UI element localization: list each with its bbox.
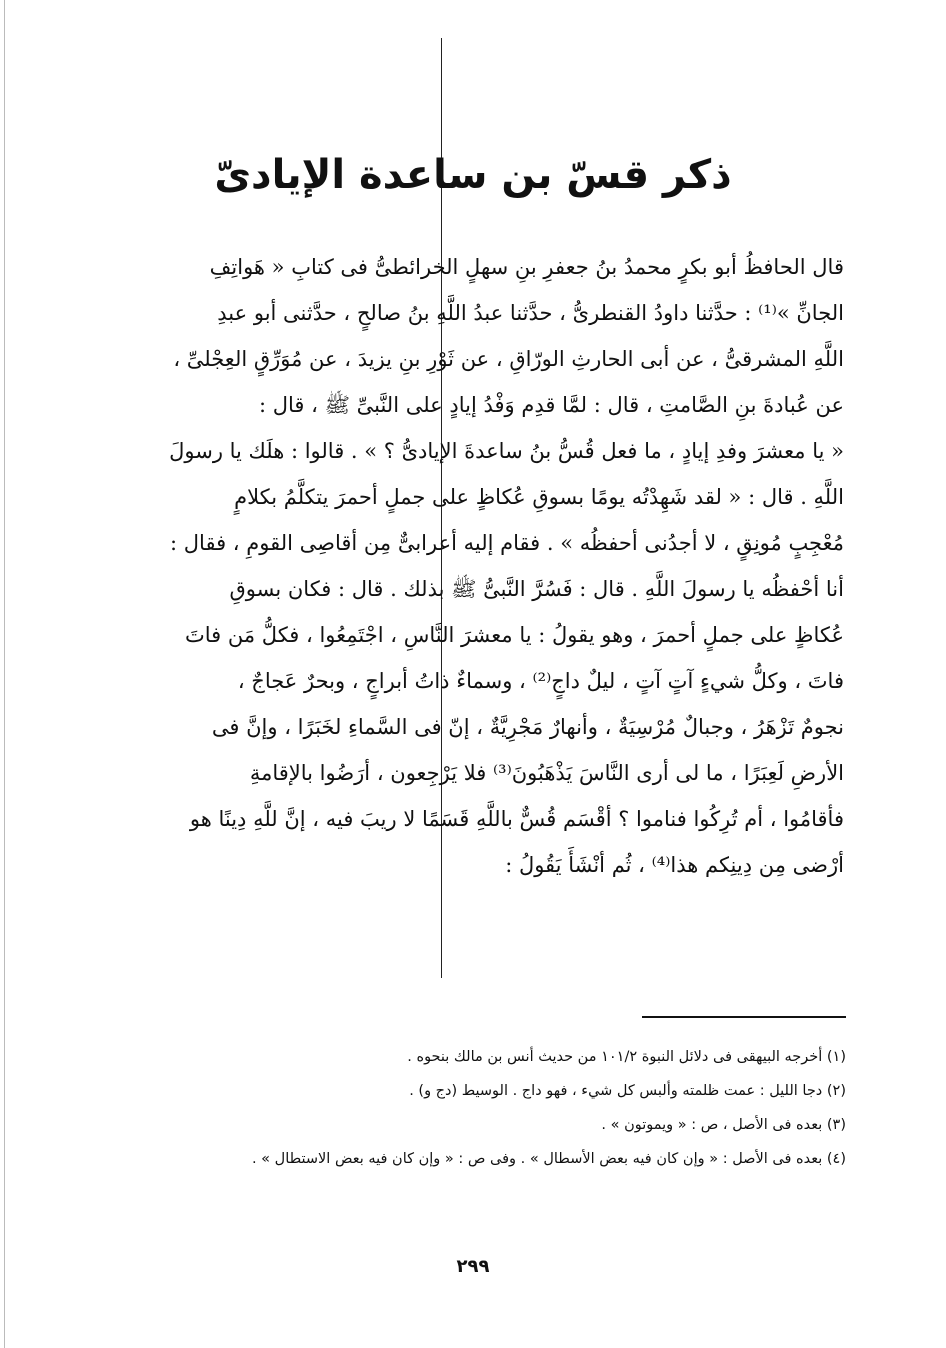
footnotes (140, 1040, 846, 1176)
body-line: عن عُبادةَ بنِ الصَّامتِ ، قال : لمَّا قدِم وَفْدُ إيادٍ على النَّبىِّ ﷺ ، قال : (259, 393, 844, 417)
body-line: فأقامُوا ، أم تُرِكُوا فناموا ؟ أقْسَم قُسٌّ باللَّهِ قَسَمًا لا ريبَ فيه ، إنَّ للَّهِ دِينًا هو (189, 807, 844, 831)
page-edge-line (4, 0, 5, 1348)
body-line: اللَّهِ المشرقىُّ ، عن أبى الحارثِ الورّاقِ ، عن ثَوْرِ بنِ يزيدَ ، عن مُوَرِّقٍ العِجْلىِّ ، (173, 347, 844, 371)
footnote-3: (٣) بعده فى الأصل ، ص : « ويموتون » . (601, 1117, 846, 1133)
body-line: أنا أحْفظُه يا رسولَ اللَّهِ . قال : فَسُرَّ النَّبىُّ ﷺ بذلك . قال : فكان بسوقِ (229, 577, 844, 601)
body-line: فاتَ ، وكلُّ شيءٍ آتٍ آتٍ ، ليلٌ داجٍ⁽²⁾ ، وسماءٌ ذاتُ أبراجٍ ، وبحرٌ عَجاجٌ ، (237, 669, 844, 693)
body-line: نجومٌ تَزْهَرُ ، وجبالٌ مُرْسِيَةٌ ، وأنهارٌ مَجْرِيَّةٌ ، إنّ فى السَّماءِ لخَبَرًا ، وإنَّ فى (211, 715, 844, 739)
body-line: أرْضى مِن دِينِكم هذا⁽⁴⁾ ، ثُم أنْشَأَ يَقُولُ : (505, 853, 844, 877)
chapter-title: ذكر قسّ بن ساعدة الإيادىّ (214, 152, 732, 198)
body-line: اللَّهِ . قال : « لقد شَهِدْتُه يومًا بسوقِ عُكاظٍ على جملٍ أحمرَ يتكلَّمُ بكلامٍ (234, 485, 844, 509)
body-line: « يا معشرَ وفدِ إيادٍ ، ما فعل قُسُّ بنُ ساعدةَ الإيادىُّ ؟ » . قالوا : هلَك يا رسولَ (169, 439, 844, 463)
footnote-1: (١) أخرجه البيهقى فى دلائل النبوة ١٠١/٢ من حديث أنس بن مالك بنحوه . (407, 1049, 846, 1065)
footnote-separator (642, 1016, 846, 1018)
body-line: الجانِّ »⁽¹⁾ : حدَّثنا داودُ القنطرىُّ ، حدَّثنا عبدُ اللَّهِ بنُ صالحٍ ، حدَّثنى أبو عبدِ (217, 301, 844, 325)
footnote-4: (٤) بعده فى الأصل : « وإن كان فيه بعض الأسطال » . وفى ص : « وإن كان فيه بعض الاستطال » . (251, 1151, 846, 1167)
body-line: الأرضِ لَعِبَرًا ، ما لى أرى النَّاسَ يَذْهَبُونَ⁽³⁾ فلا يَرْجِعون ، أرَضُوا بالإقامةِ (249, 761, 844, 785)
body-line: مُعْجِبٍ مُونِقٍ ، لا أجدُنى أحفظُه » . فقام إليه أعرابىٌّ مِن أقاصِى القومِ ، فقال : (170, 531, 844, 555)
page-number: ٢٩٩ (456, 1256, 490, 1277)
footnote-2: (٢) دجا الليل : عمت ظلمته وألبس كل شيء ، فهو داج . الوسيط (دج و) . (409, 1083, 846, 1099)
body-paragraph (130, 244, 844, 888)
body-line: عُكاظٍ على جملٍ أحمرَ ، وهو يقولُ : يا معشرَ النَّاسِ ، اجْتَمِعُوا ، فكلُّ مَن فاتَ (185, 623, 844, 647)
body-line: قال الحافظُ أبو بكرٍ محمدُ بنُ جعفرِ بنِ سهلٍ الخرائطىُّ فى كتابِ « هَواتِفِ (209, 255, 844, 279)
